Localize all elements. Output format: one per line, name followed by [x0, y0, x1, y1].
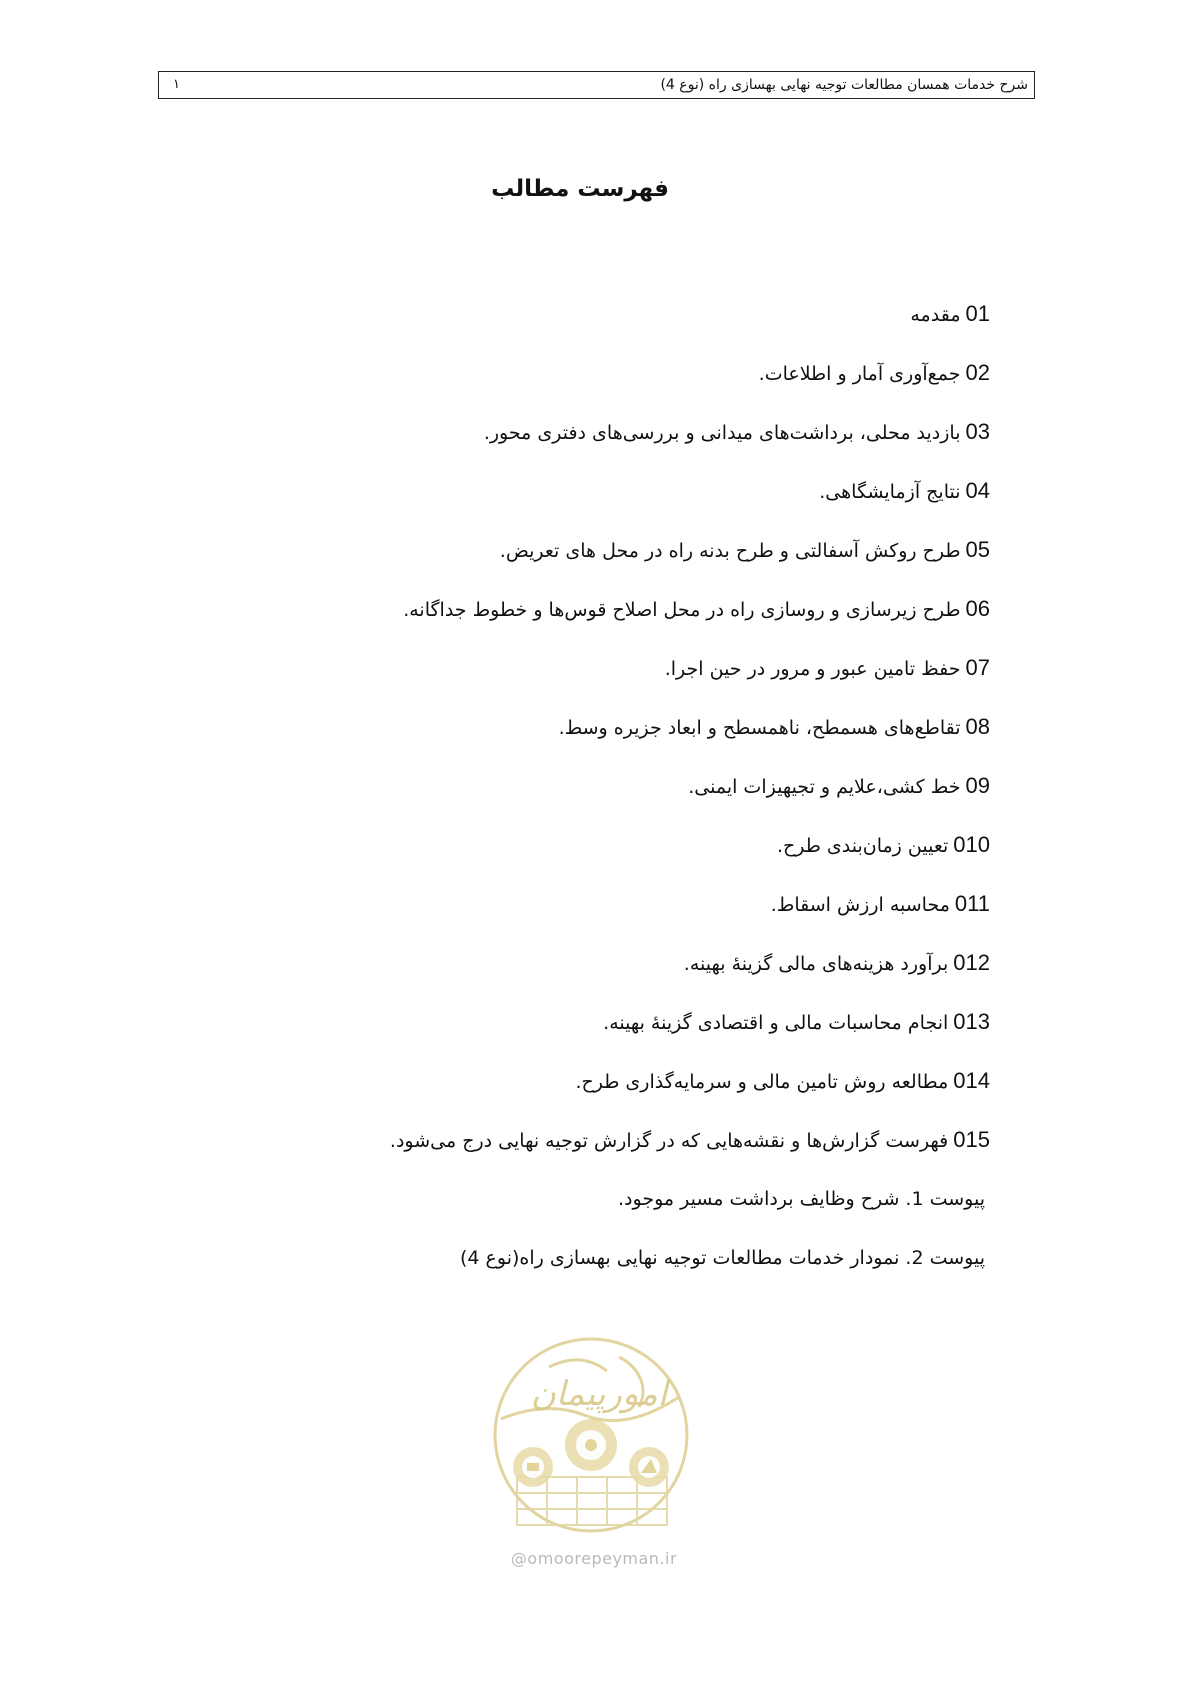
header-title: شرح خدمات همسان مطالعات توجیه نهایی بهسازی راه (نوع 4)	[660, 77, 1028, 93]
toc-item	[170, 892, 990, 951]
toc-item-text: تعیین زمان‌بندی طرح.	[776, 835, 949, 857]
toc-item-text: مطالعه روش تامین مالی و سرمایه‌گذاری طرح.	[575, 1071, 949, 1093]
at-icon: @	[510, 1549, 528, 1568]
appendix-item	[170, 1246, 990, 1305]
toc-item-number: 02	[965, 360, 990, 385]
toc-item-number: 09	[965, 773, 990, 798]
toc-item	[170, 1128, 990, 1187]
toc-item-text: طرح روکش آسفالتی و طرح بدنه راه در محل های تعریض.	[499, 540, 961, 562]
toc-item-number: 010	[953, 832, 990, 857]
toc-item-text: طرح زیرسازی و روسازی راه در محل اصلاح قوس‌ها و خطوط جداگانه.	[403, 599, 961, 621]
appendix-item	[170, 1187, 990, 1246]
toc-item-number: 05	[965, 537, 990, 562]
watermark-logo-icon	[489, 1327, 699, 1542]
toc-item-number: 07	[965, 655, 990, 680]
watermark-logo-text: امورپیمان	[530, 1374, 668, 1414]
toc-item-number: 013	[953, 1009, 990, 1034]
toc-item	[170, 833, 990, 892]
toc-item	[170, 951, 990, 1010]
toc-item-number: 04	[965, 478, 990, 503]
toc-item-text: تقاطع‌های هسمطح، ناهمسطح و ابعاد جزیره وسط.	[558, 717, 961, 739]
toc-list	[170, 302, 990, 1305]
toc-item-number: 01	[965, 301, 990, 326]
toc-item	[170, 302, 990, 361]
toc-item-text: برآورد هزینه‌های مالی گزینۀ بهینه.	[683, 953, 949, 975]
toc-item-number: 011	[954, 891, 990, 916]
toc-item	[170, 420, 990, 479]
toc-item-text: انجام محاسبات مالی و اقتصادی گزینۀ بهینه.	[603, 1012, 949, 1034]
toc-item-number: 015	[953, 1127, 990, 1152]
watermark-url-text: omoorepeyman.ir	[527, 1549, 678, 1568]
toc-item-number: 06	[965, 596, 990, 621]
toc-item-text: حفظ تامین عبور و مرور در حین اجرا.	[664, 658, 961, 680]
toc-item-number: 014	[953, 1068, 990, 1093]
toc-item-text: فهرست گزارش‌ها و نقشه‌هایی که در گزارش توجیه نهایی درج می‌شود.	[389, 1130, 949, 1152]
appendix-item-text: پیوست 2. نمودار خدمات مطالعات توجیه نهایی بهسازی راه(نوع 4)	[460, 1247, 985, 1269]
watermark-url	[489, 1549, 699, 1568]
toc-item	[170, 1010, 990, 1069]
toc-item	[170, 1069, 990, 1128]
toc-item-number: 012	[953, 950, 990, 975]
toc-item	[170, 479, 990, 538]
appendix-item-text: پیوست 1. شرح وظایف برداشت مسیر موجود.	[618, 1188, 985, 1210]
page-header	[158, 71, 1035, 99]
toc-item-text: خط کشی،علایم و تجیهیزات ایمنی.	[688, 776, 961, 798]
page-number: ۱	[173, 77, 180, 92]
toc-item-text: جمع‌آوری آمار و اطلاعات.	[758, 363, 961, 385]
toc-item	[170, 538, 990, 597]
toc-item	[170, 597, 990, 656]
toc-item-text: بازدید محلی، برداشت‌های میدانی و بررسی‌های دفتری محور.	[483, 422, 961, 444]
toc-item-text: نتایج آزمایشگاهی.	[819, 481, 961, 503]
toc-item	[170, 715, 990, 774]
toc-item	[170, 361, 990, 420]
toc-title: فهرست مطالب	[491, 176, 669, 202]
toc-item-text: مقدمه	[910, 304, 961, 326]
toc-item-number: 08	[965, 714, 990, 739]
toc-item	[170, 656, 990, 715]
watermark	[489, 1327, 699, 1567]
toc-item-text: محاسبه ارزش اسقاط.	[770, 894, 950, 916]
toc-item	[170, 774, 990, 833]
toc-item-number: 03	[965, 419, 990, 444]
